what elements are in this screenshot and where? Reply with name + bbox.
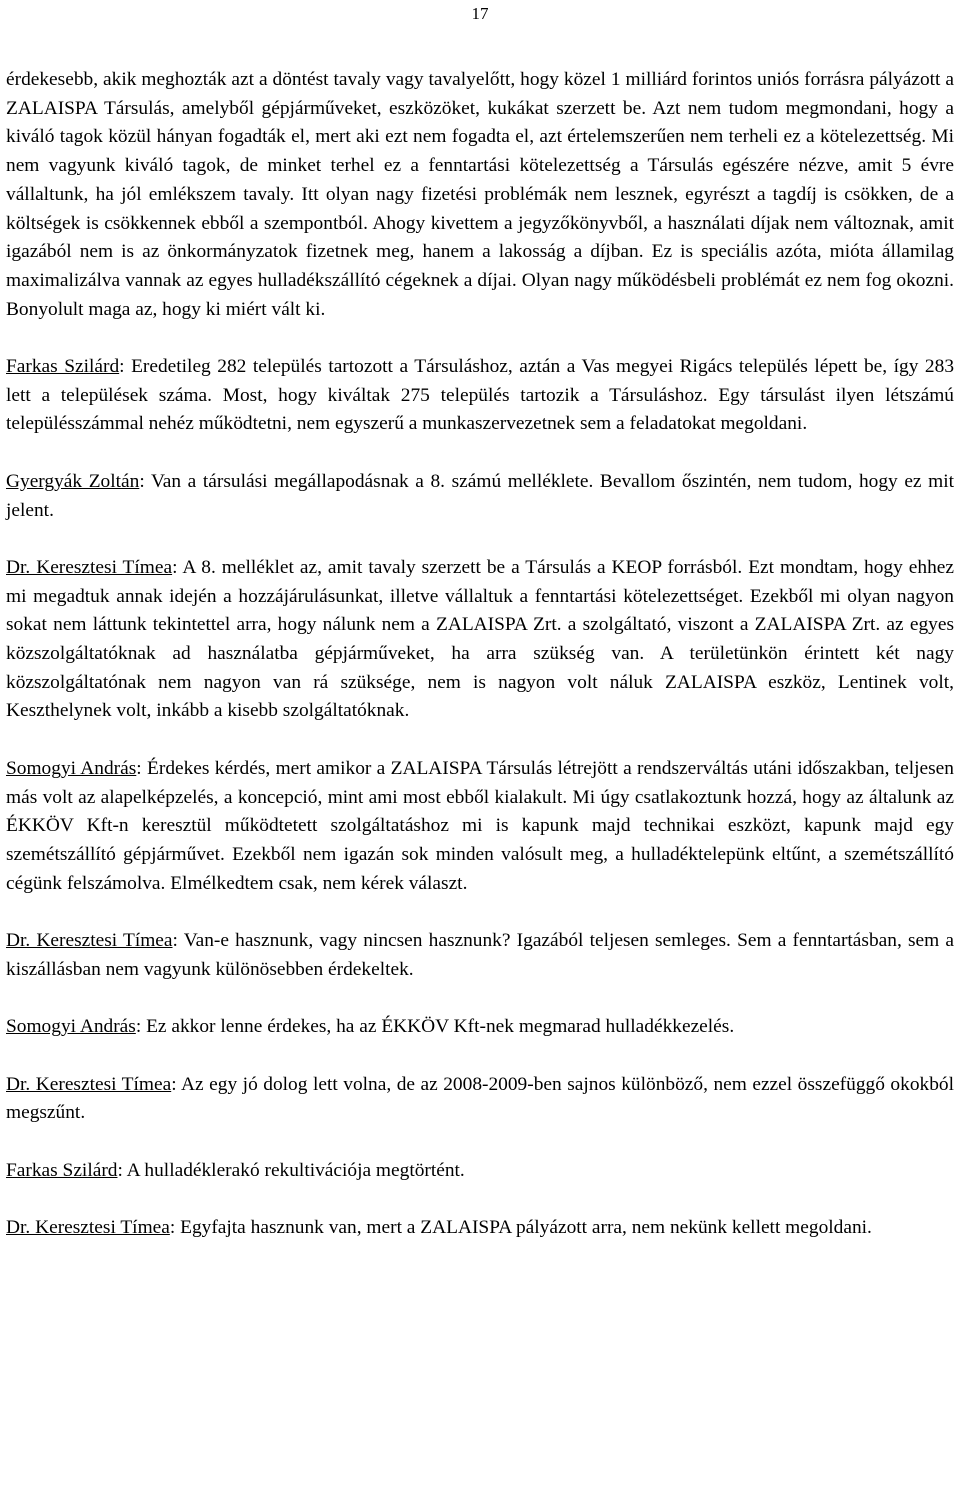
paragraph-speech [6, 927, 954, 984]
paragraph-text: Ez akkor lenne érdekes, ha az ÉKKÖV Kft-nek megmarad hulladékkezelés. [141, 1016, 735, 1038]
paragraph-text: érdekesebb, akik meghozták azt a döntést tavaly vagy tavalyelőtt, hogy közel 1 milliárd forintos uniós forrásra pályázott a ZALAISPA Társulás, amelyből gépjárműveket, eszközöket, kukákat szerzett be. Azt nem tudom megmondani, hogy a kiváló tagok közül hányan fogadták el, mert aki ezt nem fogadta el, azt értelemszerűen nem terheli ez a kötelezettség. Mi nem vagyunk kiváló tagok, de minket terhel ez a fenntartási kötelezettség a Társulás egészére nézve, amit 5 évre vállaltunk, ha jól emlékszem tavaly. Itt olyan nagy fizetési problémák nem lesznek, egyrészt a tagdíj is csökken, de a költségek is csökkennek ebből a szempontból. Ahogy kivettem a jegyzőkönyvből, a használati díjak nem változnak, amit igazából nem is az önkormányzatok fizetnek meg, hanem a lakosság a díjban. Ez is speciális azóta, mióta államilag maximalizálva vannak az egyes hulladékszállító cégeknek a díjai. Olyan nagy működésbeli problémát ez nem fog okozni. Bonyolult maga az, hogy ki miért vált ki. [6, 69, 954, 320]
paragraph-text: Eredetileg 282 település tartozott a Társuláshoz, aztán a Vas megyei Rigács település lépett be, így 283 lett a települések száma. Most, hogy kiváltak 275 település tartozik a Társuláshoz. Egy társulást ilyen létszámú településszámmal nehéz működtetni, nem egyszerű a munkaszervezetnek sem a feladatokat megoldani. [6, 356, 955, 435]
speaker-name: Dr. Keresztesi Tímea [6, 1073, 172, 1095]
paragraph-speech [6, 1214, 954, 1243]
paragraph-text: A 8. melléklet az, amit tavaly szerzett be a Társulás a KEOP forrásból. Ezt mondtam, hogy ehhez mi megadtuk annak idején a hozzájárulásunkat, illetve vállaltuk a fenntartási kötelezettséget. Ezekből mi olyan nagyon sokat nem láttunk tekintettel arra, hogy nálunk nem a ZALAISPA Zrt. a szolgáltató, viszont a ZALAISPA Zrt. az egyes közszolgáltatóknak ad használatba gépjárműveket, ha arra szükség van. A területünkön érintett két nagy közszolgáltatónak nem nagyon van rá szüksége, nem is nagyon volt náluk ZALAISPA eszköz, Lentinek volt, Keszthelynek volt, inkább a kisebb szolgáltatóknak. [6, 556, 954, 722]
paragraph-text: Van a társulási megállapodásnak a 8. számú melléklete. Bevallom őszintén, nem tudom, hogy ez mit jelent. [6, 470, 954, 521]
speaker-separator: : [171, 1073, 177, 1095]
paragraph-speech [6, 468, 954, 525]
speaker-name: Somogyi András [6, 757, 137, 779]
speaker-separator: : [169, 1216, 176, 1238]
speaker-name: Farkas Szilárd [6, 356, 120, 378]
speaker-name: Dr. Keresztesi Tímea [6, 1216, 170, 1238]
paragraph-speech [6, 1013, 954, 1042]
speaker-name: Dr. Keresztesi Tímea [6, 930, 173, 952]
speaker-separator: : [119, 356, 125, 378]
speaker-name: Farkas Szilárd [6, 1159, 118, 1181]
speaker-separator: : [172, 556, 178, 578]
paragraph-text: A hulladéklerakó rekultivációja megtörtént. [122, 1159, 465, 1181]
speaker-name: Dr. Keresztesi Tímea [6, 556, 173, 578]
speaker-separator: : [135, 1016, 142, 1038]
speaker-separator: : [136, 757, 142, 779]
document-body [6, 66, 954, 1271]
speaker-separator: : [117, 1159, 123, 1181]
paragraph-intro [6, 66, 954, 324]
paragraph-text: Van-e hasznunk, vagy nincsen hasznunk? Igazából teljesen semleges. Sem a fenntartásban, sem a kiszállásban nem vagyunk különösebben érdekeltek. [6, 930, 954, 980]
paragraph-text: Az egy jó dolog lett volna, de az 2008-2009-ben sajnos különböző, nem ezzel összefüggő okokból megszűnt. [6, 1073, 954, 1124]
speaker-separator: : [139, 470, 145, 492]
paragraph-speech [6, 554, 954, 726]
speaker-name: Somogyi András [6, 1016, 136, 1038]
paragraph-text: Érdekes kérdés, mert amikor a ZALAISPA Társulás létrejött a rendszerváltás utáni időszakban, teljesen más volt az alapelképzelés, a koncepció, mint ami most ebből kialakult. Mi úgy csatlakoztunk hozzá, hogy az általunk az ÉKKÖV Kft-n keresztül működtetett szolgáltatáshoz mi is kapunk majd technikai eszközt, kapunk majd egy szemétszállító gépjárművet. Ezekből nem igazán sok minden valósult meg, a hulladéktelepünk eltűnt, a szemétszállító cégünk felszámolva. Elmélkedtem csak, nem kérek választ. [6, 757, 954, 894]
speaker-name: Gyergyák Zoltán [6, 470, 140, 492]
paragraph-speech [6, 1157, 954, 1186]
paragraph-speech [6, 755, 954, 899]
paragraph-text: Egyfajta hasznunk van, mert a ZALAISPA pályázott arra, nem nekünk kellett megoldani. [175, 1216, 872, 1238]
paragraph-speech [6, 353, 954, 439]
page-number: 17 [471, 4, 489, 23]
speaker-separator: : [172, 930, 178, 952]
paragraph-speech [6, 1071, 954, 1128]
